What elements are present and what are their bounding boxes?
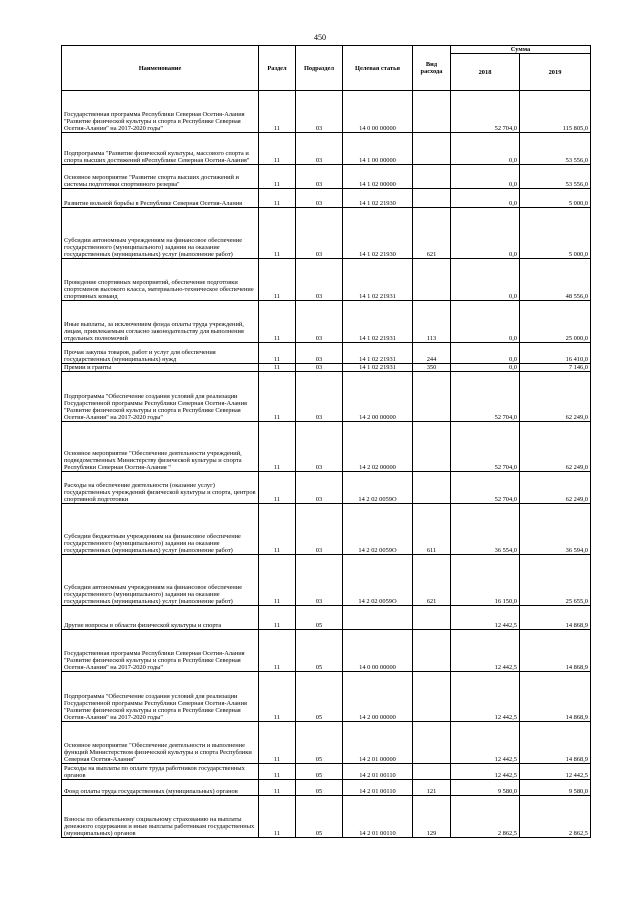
cell-2018: 52 704,0	[451, 472, 520, 504]
cell-2019: 48 556,0	[520, 259, 591, 301]
cell-razdel: 11	[259, 165, 296, 189]
table-row	[62, 504, 591, 555]
cell-razdel: 11	[259, 796, 296, 838]
cell-2018: 0,0	[451, 259, 520, 301]
header-vid-rashoda: Вид расхода	[413, 46, 451, 91]
cell-2018: 52 704,0	[451, 372, 520, 422]
cell-2018: 0,0	[451, 343, 520, 364]
cell-celevaya: 14 2 01 00110	[343, 780, 413, 796]
cell-celevaya: 14 1 02 21931	[343, 259, 413, 301]
cell-celevaya: 14 1 00 00000	[343, 133, 413, 165]
cell-2019: 2 862,5	[520, 796, 591, 838]
cell-razdel: 11	[259, 422, 296, 472]
cell-celevaya: 14 1 02 21931	[343, 343, 413, 364]
cell-2019: 53 556,0	[520, 165, 591, 189]
table-body	[62, 91, 591, 838]
table-row	[62, 372, 591, 422]
cell-vid-rashoda: 244	[413, 343, 451, 364]
cell-celevaya: 14 0 00 00000	[343, 630, 413, 672]
cell-podrazdel: 05	[296, 796, 343, 838]
header-year-2018: 2018	[451, 54, 520, 91]
cell-name: Проведение спортивных мероприятий, обеспечение подготовки спортсменов высокого класса, материально-техническое обеспечение спортивных команд	[62, 259, 259, 301]
cell-name: Прочая закупка товаров, работ и услуг для обеспечения государственных (муниципальных) нужд	[62, 343, 259, 364]
cell-2018: 12 442,5	[451, 630, 520, 672]
table-row	[62, 672, 591, 722]
cell-celevaya: 14 1 02 21930	[343, 208, 413, 259]
cell-razdel: 11	[259, 133, 296, 165]
cell-celevaya: 14 2 00 00000	[343, 372, 413, 422]
table-row	[62, 259, 591, 301]
table-header	[62, 46, 591, 91]
cell-vid-rashoda: 121	[413, 780, 451, 796]
cell-2018: 2 862,5	[451, 796, 520, 838]
cell-razdel: 11	[259, 606, 296, 630]
header-podrazdel: Подраздел	[296, 46, 343, 91]
cell-2019: 25 655,0	[520, 555, 591, 606]
cell-celevaya: 14 1 02 00000	[343, 165, 413, 189]
cell-2018: 0,0	[451, 301, 520, 343]
table-row	[62, 472, 591, 504]
cell-celevaya: 14 1 02 21931	[343, 301, 413, 343]
cell-vid-rashoda	[413, 165, 451, 189]
cell-2019: 25 000,0	[520, 301, 591, 343]
cell-name: Субсидии бюджетным учреждениям на финансовое обеспечение государственного (муниципального) задания на оказание государственных (муниципальных) услуг (выполнение работ)	[62, 504, 259, 555]
table-row	[62, 364, 591, 372]
table-row	[62, 796, 591, 838]
table-row	[62, 630, 591, 672]
cell-name: Премии и гранты	[62, 364, 259, 372]
cell-podrazdel: 03	[296, 472, 343, 504]
cell-razdel: 11	[259, 555, 296, 606]
cell-podrazdel: 03	[296, 343, 343, 364]
table-row	[62, 422, 591, 472]
cell-2019: 7 146,0	[520, 364, 591, 372]
cell-podrazdel: 05	[296, 630, 343, 672]
cell-vid-rashoda	[413, 764, 451, 780]
cell-2018: 16 150,0	[451, 555, 520, 606]
cell-podrazdel: 05	[296, 764, 343, 780]
page-number: 450	[314, 33, 326, 42]
cell-vid-rashoda: 113	[413, 301, 451, 343]
cell-2019: 62 249,0	[520, 422, 591, 472]
table-row	[62, 208, 591, 259]
cell-2019: 16 410,0	[520, 343, 591, 364]
cell-podrazdel: 05	[296, 722, 343, 764]
cell-2019: 12 442,5	[520, 764, 591, 780]
table-row	[62, 301, 591, 343]
cell-razdel: 11	[259, 343, 296, 364]
cell-vid-rashoda	[413, 422, 451, 472]
cell-vid-rashoda	[413, 672, 451, 722]
cell-name: Расходы на обеспечение деятельности (оказание услуг) государственных учреждений физической культуры и спорта, центров спортивной подготовки	[62, 472, 259, 504]
cell-razdel: 11	[259, 364, 296, 372]
cell-2019: 5 000,0	[520, 208, 591, 259]
cell-vid-rashoda	[413, 472, 451, 504]
cell-razdel: 11	[259, 672, 296, 722]
table-row	[62, 91, 591, 133]
cell-2018: 0,0	[451, 165, 520, 189]
cell-razdel: 11	[259, 91, 296, 133]
cell-vid-rashoda	[413, 630, 451, 672]
cell-2019: 62 249,0	[520, 472, 591, 504]
cell-2018: 0,0	[451, 133, 520, 165]
cell-razdel: 11	[259, 722, 296, 764]
table-row	[62, 606, 591, 630]
cell-razdel: 11	[259, 504, 296, 555]
cell-2018: 12 442,5	[451, 722, 520, 764]
cell-2019: 115 805,0	[520, 91, 591, 133]
cell-podrazdel: 03	[296, 165, 343, 189]
cell-podrazdel: 03	[296, 301, 343, 343]
table-row	[62, 133, 591, 165]
cell-podrazdel: 03	[296, 91, 343, 133]
budget-table	[61, 45, 591, 838]
table-row	[62, 764, 591, 780]
cell-2019: 53 556,0	[520, 133, 591, 165]
cell-razdel: 11	[259, 189, 296, 208]
cell-2018: 52 704,0	[451, 422, 520, 472]
header-year-2019: 2019	[520, 54, 591, 91]
cell-razdel: 11	[259, 472, 296, 504]
cell-name: Субсидии автономным учреждениям на финансовое обеспечение государственного (муниципального) задания на оказание государственных (муниципальных) услуг (выполнение работ)	[62, 555, 259, 606]
cell-vid-rashoda: 621	[413, 555, 451, 606]
cell-celevaya: 14 2 01 00000	[343, 722, 413, 764]
cell-vid-rashoda: 621	[413, 208, 451, 259]
cell-vid-rashoda	[413, 133, 451, 165]
cell-podrazdel: 03	[296, 422, 343, 472]
cell-2019: 62 249,0	[520, 372, 591, 422]
cell-razdel: 11	[259, 301, 296, 343]
cell-2018: 36 554,0	[451, 504, 520, 555]
table-row	[62, 343, 591, 364]
cell-celevaya: 14 0 00 00000	[343, 91, 413, 133]
cell-podrazdel: 05	[296, 606, 343, 630]
cell-vid-rashoda: 129	[413, 796, 451, 838]
cell-podrazdel: 03	[296, 555, 343, 606]
cell-celevaya: 14 1 02 21931	[343, 364, 413, 372]
cell-celevaya: 14 2 02 00000	[343, 422, 413, 472]
cell-2018: 12 442,5	[451, 672, 520, 722]
cell-razdel: 11	[259, 208, 296, 259]
cell-2018: 9 580,0	[451, 780, 520, 796]
cell-celevaya: 14 2 02 0059О	[343, 472, 413, 504]
cell-celevaya	[343, 606, 413, 630]
cell-name: Взносы по обязательному социальному страхованию на выплаты денежного содержания и иные выплаты работникам государственных (муниципальных) органов	[62, 796, 259, 838]
cell-podrazdel: 05	[296, 672, 343, 722]
cell-podrazdel: 05	[296, 780, 343, 796]
cell-celevaya: 14 2 00 00000	[343, 672, 413, 722]
cell-2019: 5 000,0	[520, 189, 591, 208]
cell-2019: 14 868,9	[520, 672, 591, 722]
cell-podrazdel: 03	[296, 504, 343, 555]
cell-2018: 0,0	[451, 189, 520, 208]
cell-podrazdel: 03	[296, 364, 343, 372]
cell-2019: 14 868,9	[520, 722, 591, 764]
cell-podrazdel: 03	[296, 208, 343, 259]
table-row	[62, 189, 591, 208]
cell-name: Иные выплаты, за исключением фонда оплаты труда учреждений, лицам, привлекаемым согласно законодательству для выполнения отдельных полномочий	[62, 301, 259, 343]
table-row	[62, 555, 591, 606]
cell-vid-rashoda	[413, 91, 451, 133]
cell-2019: 36 594,0	[520, 504, 591, 555]
cell-name: Подпрограмма "Развитие физической культуры, массового спорта и спорта высших достижений вРеспублике Северная Осетия-Алания"	[62, 133, 259, 165]
cell-vid-rashoda	[413, 259, 451, 301]
cell-podrazdel: 03	[296, 259, 343, 301]
cell-2019: 14 868,9	[520, 630, 591, 672]
cell-name: Подпрограмма "Обеспечение создания условий для реализации Государственной программы Республики Северная Осетия-Алания "Развитие физической культуры и спорта в Республике Северная Осетия-Алания" на 2017-2020 годы"	[62, 372, 259, 422]
table-row	[62, 722, 591, 764]
cell-vid-rashoda: 611	[413, 504, 451, 555]
table-row	[62, 780, 591, 796]
cell-2019: 9 580,0	[520, 780, 591, 796]
cell-celevaya: 14 2 01 00110	[343, 796, 413, 838]
cell-celevaya: 14 2 01 00110	[343, 764, 413, 780]
cell-razdel: 11	[259, 764, 296, 780]
cell-vid-rashoda	[413, 372, 451, 422]
cell-celevaya: 14 1 02 21930	[343, 189, 413, 208]
cell-2018: 0,0	[451, 364, 520, 372]
cell-name: Государственная программа Республики Северная Осетия-Алания "Развитие физической культуры и спорта в Республике Северная Осетия-Алания" на 2017-2020 годы"	[62, 630, 259, 672]
cell-razdel: 11	[259, 780, 296, 796]
cell-2018: 12 442,5	[451, 764, 520, 780]
cell-vid-rashoda	[413, 189, 451, 208]
cell-name: Основное мероприятие "Развитие спорта высших достижений и системы подготовки спортивного резерва"	[62, 165, 259, 189]
cell-vid-rashoda: 350	[413, 364, 451, 372]
cell-name: Другие вопросы в области физической культуры и спорта	[62, 606, 259, 630]
header-summa: Сумма	[451, 46, 591, 54]
cell-name: Фонд оплаты труда государственных (муниципальных) органов	[62, 780, 259, 796]
cell-name: Основное мероприятие "Обеспечение деятельности и выполнение функций Министерством физической культуры и спорта Республики Северная Осетия-Алания"	[62, 722, 259, 764]
header-celevaya: Целевая статья	[343, 46, 413, 91]
cell-razdel: 11	[259, 259, 296, 301]
table-row	[62, 165, 591, 189]
cell-celevaya: 14 2 02 0059О	[343, 504, 413, 555]
cell-podrazdel: 03	[296, 133, 343, 165]
cell-podrazdel: 03	[296, 189, 343, 208]
cell-celevaya: 14 2 02 0059О	[343, 555, 413, 606]
cell-2018: 52 704,0	[451, 91, 520, 133]
cell-name: Подпрограмма "Обеспечение создания условий для реализации Государственной программы Республики Северная Осетия-Алания "Развитие физической культуры и спорта в Республике Северная Осетия-Алания" на 2017-2020 годы"	[62, 672, 259, 722]
cell-2018: 12 442,5	[451, 606, 520, 630]
cell-vid-rashoda	[413, 722, 451, 764]
cell-name: Развитие вольной борьбы в Республике Северная Осетия-Алания	[62, 189, 259, 208]
cell-razdel: 11	[259, 372, 296, 422]
cell-podrazdel: 03	[296, 372, 343, 422]
cell-vid-rashoda	[413, 606, 451, 630]
cell-razdel: 11	[259, 630, 296, 672]
header-razdel: Раздел	[259, 46, 296, 91]
cell-name: Государственная программа Республики Северная Осетия-Алания "Развитие физической культуры и спорта в Республике Северная Осетия-Алания" на 2017-2020 годы"	[62, 91, 259, 133]
cell-name: Субсидии автономным учреждениям на финансовое обеспечение государственного (муниципального) задания на оказание государственных (муниципальных) услуг (выполнение работ)	[62, 208, 259, 259]
cell-name: Расходы на выплаты по оплате труда работников государственных органов	[62, 764, 259, 780]
cell-2019: 14 868,9	[520, 606, 591, 630]
header-name: Наименование	[62, 46, 259, 91]
cell-2018: 0,0	[451, 208, 520, 259]
cell-name: Основное мероприятие "Обеспечение деятельности учреждений, подведомственных Министерству физической культуры и спорта Республики Северная Осетия-Алания "	[62, 422, 259, 472]
